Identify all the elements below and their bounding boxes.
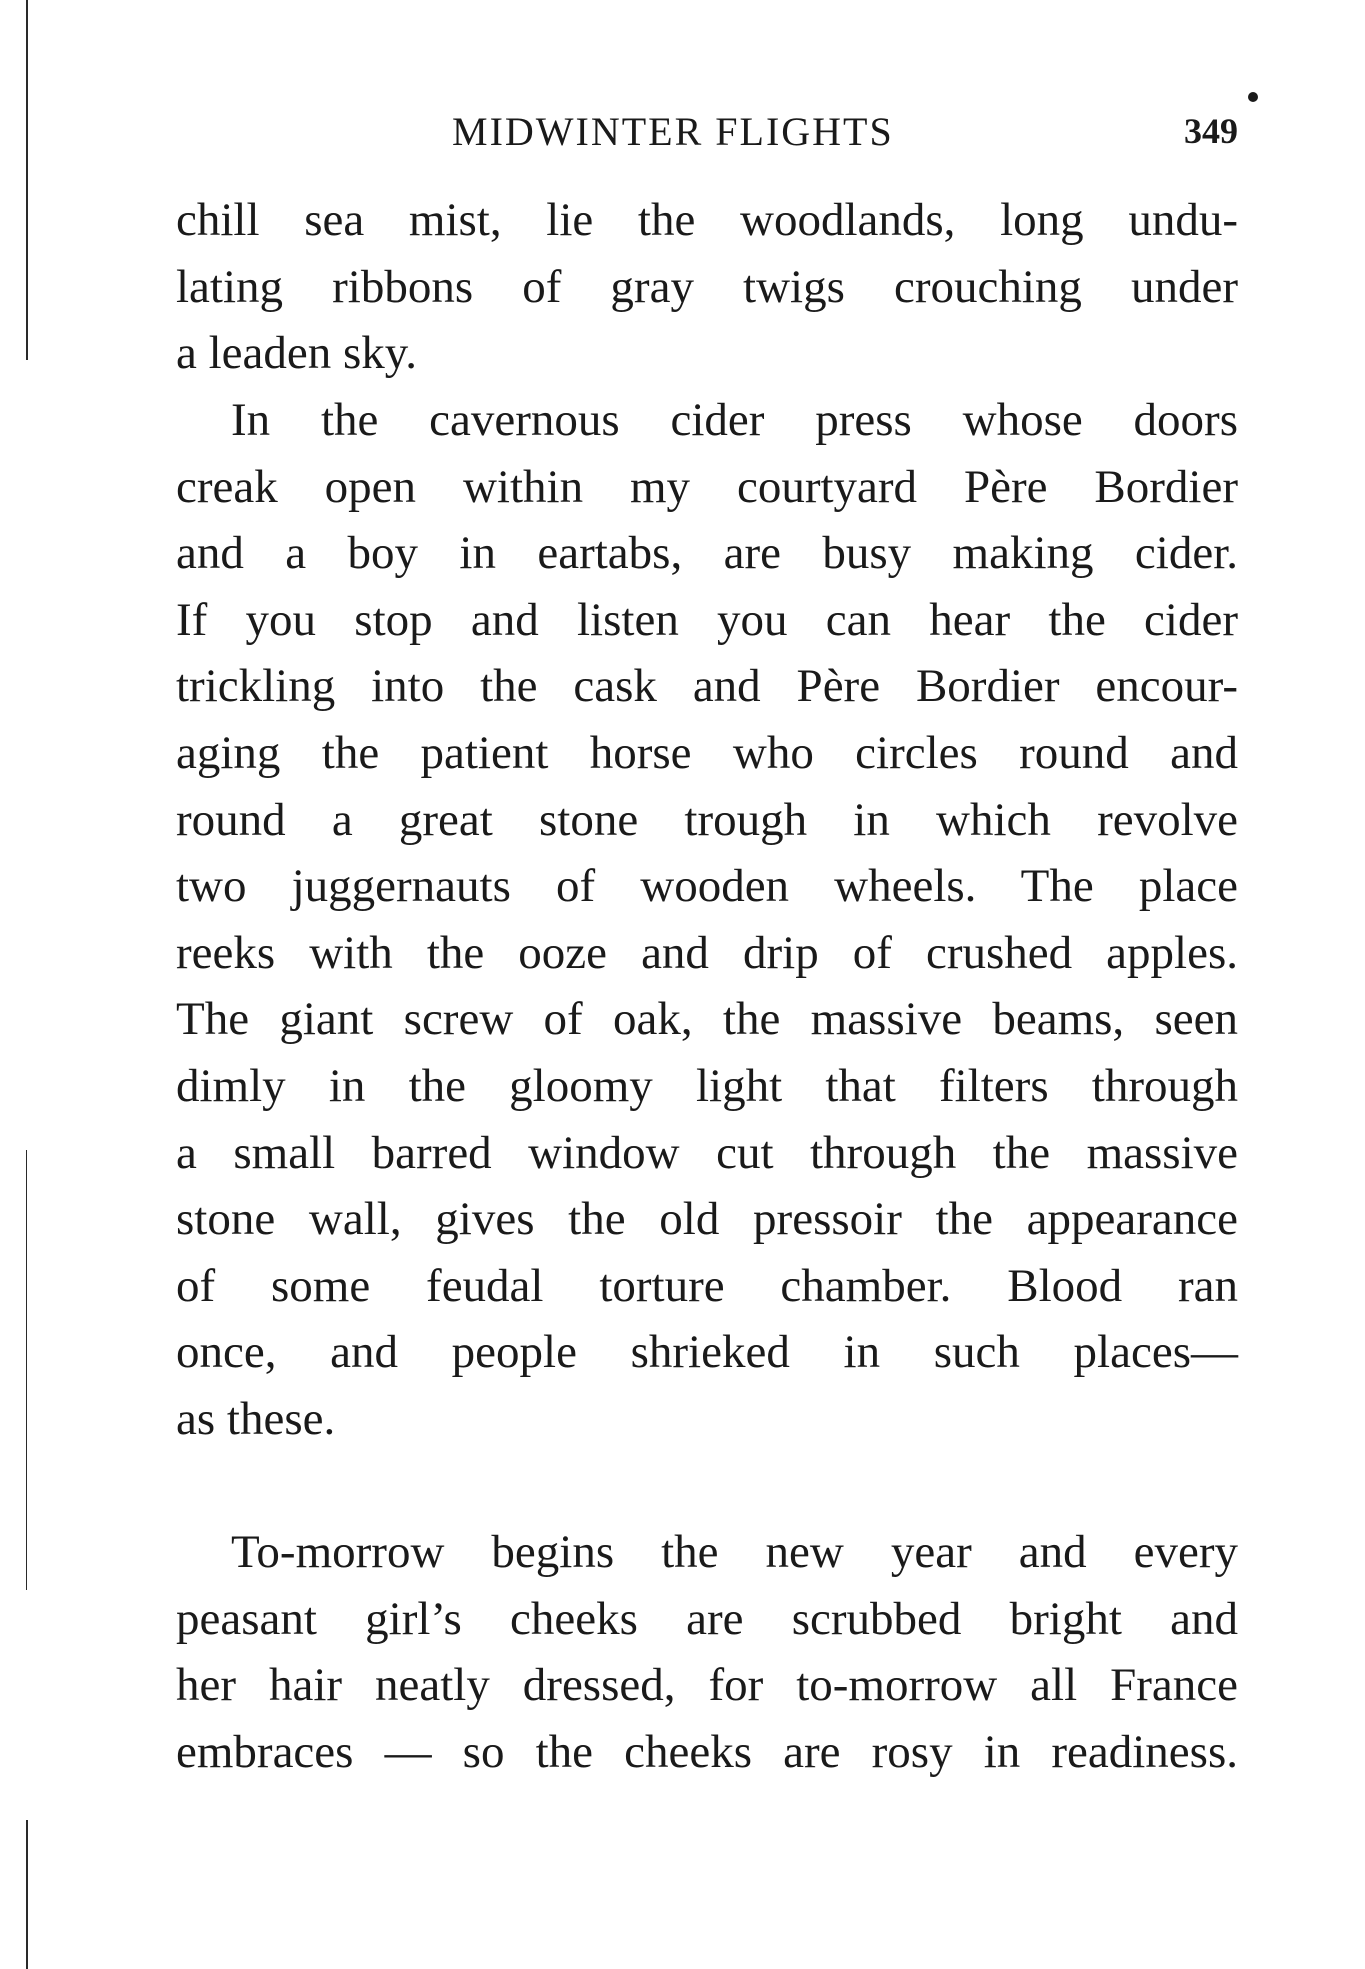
scan-margin-line <box>26 0 28 360</box>
text-line: In the cavernous cider press whose doors <box>231 394 1238 446</box>
paragraph <box>176 1519 1238 1785</box>
paragraph <box>176 187 1238 387</box>
page-number: 349 <box>1184 111 1238 151</box>
text-line: dimly in the gloomy light that filters through <box>176 1059 1238 1112</box>
text-line: stone wall, gives the old pressoir the appearance <box>176 1193 1238 1246</box>
page-header <box>176 108 1238 168</box>
text-line: a leaden sky. <box>176 327 417 380</box>
text-line: as these. <box>176 1392 336 1445</box>
text-line: creak open within my courtyard Père Bordier <box>176 460 1238 513</box>
scan-margin-line <box>26 1150 27 1590</box>
ink-dot <box>1248 92 1258 102</box>
text-line: embraces — so the cheeks are rosy in readiness. <box>176 1725 1238 1778</box>
text-line: and a boy in eartabs, are busy making cider. <box>176 527 1238 580</box>
text-line: aging the patient horse who circles round and <box>176 726 1238 779</box>
text-line: her hair neatly dressed, for to-morrow all France <box>176 1659 1238 1712</box>
text-line: The giant screw of oak, the massive beams, seen <box>176 993 1238 1046</box>
text-line: trickling into the cask and Père Bordier encour- <box>176 660 1238 713</box>
text-line: round a great stone trough in which revolve <box>176 793 1238 846</box>
text-line: To-morrow begins the new year and every <box>231 1526 1238 1578</box>
text-line: chill sea mist, lie the woodlands, long undu- <box>176 194 1238 246</box>
text-line: a small barred window cut through the massive <box>176 1126 1238 1179</box>
text-line: once, and people shrieked in such places— <box>176 1326 1238 1379</box>
text-line: reeks with the ooze and drip of crushed apples. <box>176 926 1238 979</box>
text-line: of some feudal torture chamber. Blood ran <box>176 1259 1238 1312</box>
text-line: peasant girl’s cheeks are scrubbed bright and <box>176 1592 1238 1645</box>
running-head: MIDWINTER FLIGHTS <box>452 109 894 154</box>
scan-margin-line <box>26 1820 28 1969</box>
text-line: two juggernauts of wooden wheels. The place <box>176 860 1238 913</box>
text-line: lating ribbons of gray twigs crouching under <box>176 260 1238 313</box>
text-line: If you stop and listen you can hear the cider <box>176 593 1238 646</box>
paragraph <box>176 387 1238 1453</box>
